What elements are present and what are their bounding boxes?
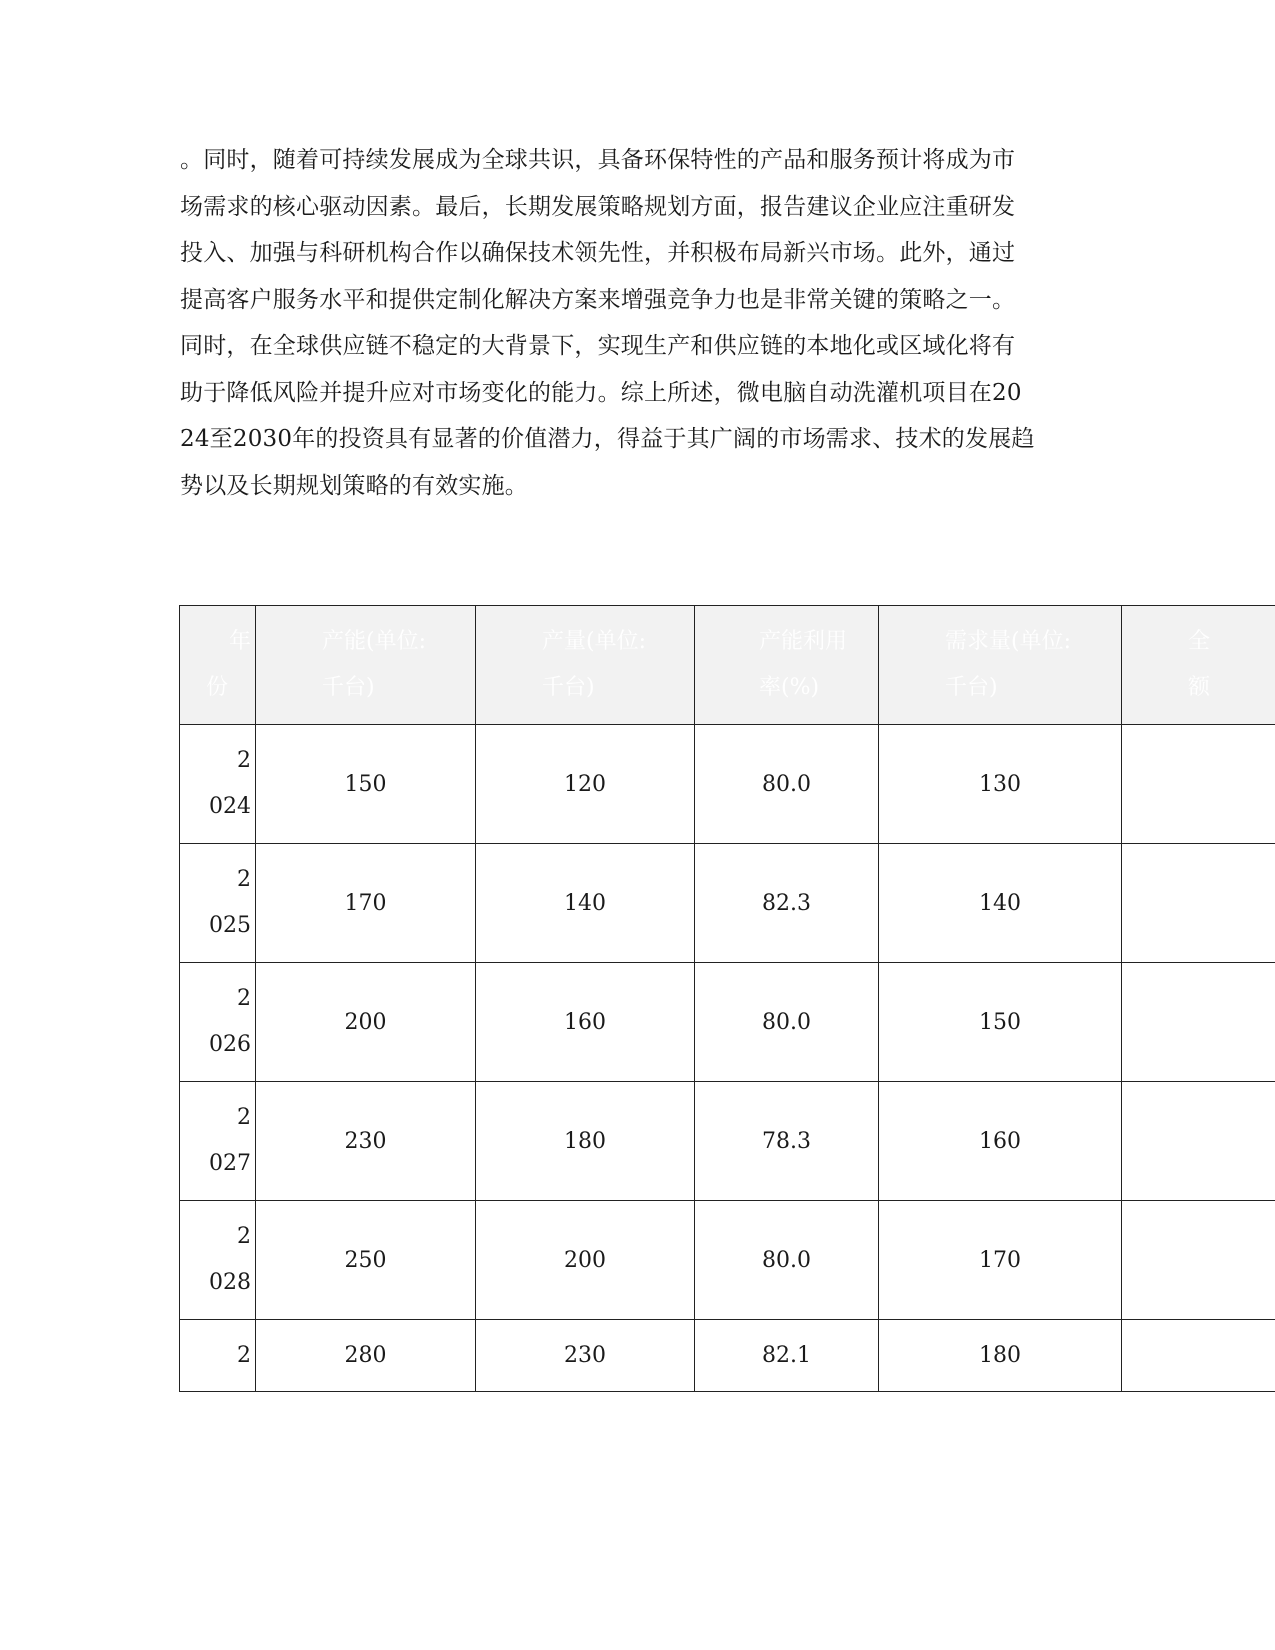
utilization-cell: 80.0 <box>695 963 879 1082</box>
capacity-cell: 230 <box>256 1082 476 1201</box>
paragraph-line: 提高客户服务水平和提供定制化解决方案来增强竞争力也是非常关键的策略之一。 <box>180 286 1016 313</box>
header-demand: 需求量(单位: 千台) <box>879 606 1122 725</box>
share-cell <box>1122 963 1275 1082</box>
data-table-container <box>179 605 1275 1397</box>
utilization-cell: 78.3 <box>695 1082 879 1201</box>
body-paragraph <box>180 137 1040 509</box>
table-row <box>180 1201 1275 1320</box>
demand-cell: 130 <box>879 725 1122 844</box>
paragraph-line: 助于降低风险并提升应对市场变化的能力。综上所述，微电脑自动洗灌机项目在20 <box>180 379 1022 406</box>
header-share: 全 额 <box>1122 606 1275 725</box>
table-row <box>180 725 1275 844</box>
output-cell: 160 <box>476 963 695 1082</box>
demand-cell: 180 <box>879 1320 1122 1392</box>
share-cell <box>1122 1082 1275 1201</box>
utilization-cell: 82.1 <box>695 1320 879 1392</box>
demand-cell: 150 <box>879 963 1122 1082</box>
header-capacity: 产能(单位: 千台) <box>256 606 476 725</box>
utilization-cell: 82.3 <box>695 844 879 963</box>
year-cell: 2 026 <box>180 963 256 1082</box>
share-cell <box>1122 1320 1275 1392</box>
paragraph-line: 同时，在全球供应链不稳定的大背景下，实现生产和供应链的本地化或区域化将有 <box>180 333 1016 359</box>
capacity-cell: 150 <box>256 725 476 844</box>
capacity-cell: 170 <box>256 844 476 963</box>
capacity-cell: 250 <box>256 1201 476 1320</box>
year-cell: 2 024 <box>180 725 256 844</box>
output-cell: 230 <box>476 1320 695 1392</box>
output-cell: 200 <box>476 1201 695 1320</box>
demand-cell: 160 <box>879 1082 1122 1201</box>
header-year: 年 份 <box>180 606 256 725</box>
output-cell: 180 <box>476 1082 695 1201</box>
year-cell: 2 027 <box>180 1082 256 1201</box>
paragraph-line: 投入、加强与科研机构合作以确保技术领先性，并积极布局新兴市场。此外，通过 <box>180 240 1016 266</box>
paragraph-line: 24至2030年的投资具有显著的价值潜力，得益于其广阔的市场需求、技术的发展趋 <box>180 426 1035 452</box>
table-row <box>180 844 1275 963</box>
output-cell: 140 <box>476 844 695 963</box>
share-cell <box>1122 844 1275 963</box>
capacity-table <box>179 605 1275 1392</box>
utilization-cell: 80.0 <box>695 725 879 844</box>
output-cell: 120 <box>476 725 695 844</box>
table-row <box>180 963 1275 1082</box>
utilization-cell: 80.0 <box>695 1201 879 1320</box>
capacity-cell: 280 <box>256 1320 476 1392</box>
table-header-row <box>180 606 1275 725</box>
paragraph-line: 。同时，随着可持续发展成为全球共识，具备环保特性的产品和服务预计将成为市 <box>180 147 1016 173</box>
share-cell <box>1122 725 1275 844</box>
year-cell: 2 <box>180 1320 256 1392</box>
header-output: 产量(单位: 千台) <box>476 606 695 725</box>
paragraph-line: 势以及长期规划策略的有效实施。 <box>180 472 528 499</box>
demand-cell: 140 <box>879 844 1122 963</box>
paragraph-line: 场需求的核心驱动因素。最后，长期发展策略规划方面，报告建议企业应注重研发 <box>180 193 1016 220</box>
capacity-cell: 200 <box>256 963 476 1082</box>
table-row <box>180 1320 1275 1392</box>
year-cell: 2 028 <box>180 1201 256 1320</box>
share-cell <box>1122 1201 1275 1320</box>
year-cell: 2 025 <box>180 844 256 963</box>
table-row <box>180 1082 1275 1201</box>
header-utilization: 产能利用 率(%) <box>695 606 879 725</box>
demand-cell: 170 <box>879 1201 1122 1320</box>
